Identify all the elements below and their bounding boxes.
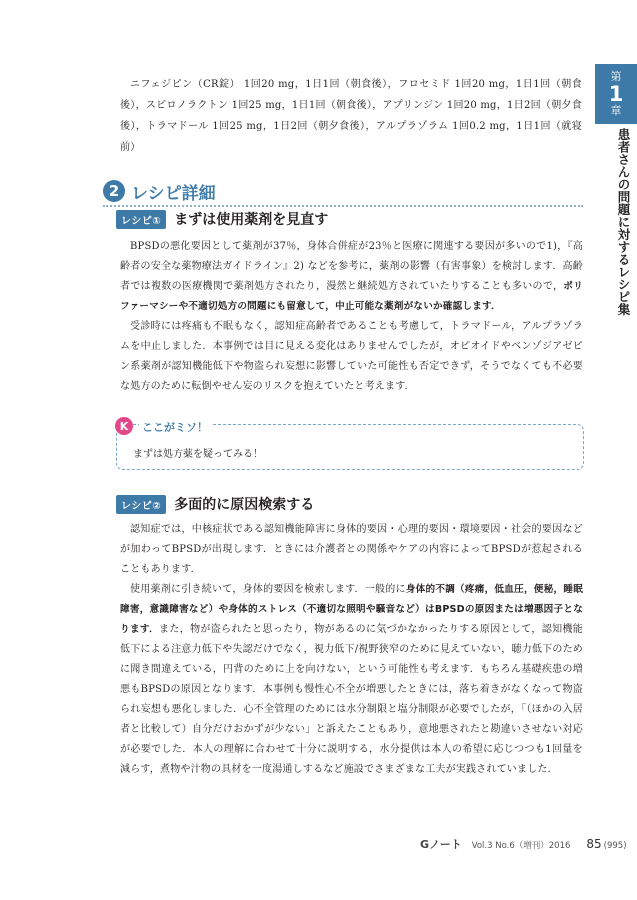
recipe2-paragraph-1: 認知症では，中核症状である認知機能障害に身体的要因・心理的要因・環境要因・社会的要因などが加わってBPSDが出現します．ときには介護者との関係やケアの内容によってBPSDが惹起されることもあります．	[120, 524, 583, 575]
recipe1-body	[120, 237, 583, 397]
intro-paragraph	[120, 74, 582, 158]
recipe1-badge: レシピ①	[116, 210, 166, 229]
tip-label: ここがミソ！	[139, 419, 211, 435]
recipe2-p2-text-b: また，物が盗られたと思ったり，物があるのに気づかなかったりする原因として，認知機能低下による注意力低下や失認だけでなく，視力低下/視野狭窄のために見えていない，聴力低下のために聞き間違えている，円背のために上を向けない，という可能性も考えます．もちろん基礎疾患の増悪もBPSDの原因となります．本事例も慢性心不全が増悪したときには，落ち着きがなくなって物盗られ妄想も悪化しました．心不全管理のためには水分制限と塩分制限が必要でしたが，「（ほかの入居者と比較して）自分だけおかずが少ない」と訴えたこともあり，意地悪されたと勘違いさせない対応が必要でした．本人の理解に合わせて十分に説明する，水分提供は本人の希望に応じつつも1回量を減らす，煮物や汁物の具材を一度湯通しするなど施設でさまざまな工夫が実践されていました．	[120, 624, 583, 775]
serial-page-number: (995)	[603, 841, 627, 851]
recipe2-heading	[116, 494, 314, 514]
tip-icon: K	[115, 417, 133, 435]
section-title: レシピ詳細	[131, 183, 216, 204]
recipe2-p2-text-a: 使用薬剤に引き続いて，身体的要因を検索します．一般的に	[130, 584, 406, 595]
recipe1-p1-emphasis: ポリファーマシーや不適切処方の問題にも留意して，中止可能な薬剤がないか確認します．	[120, 281, 583, 312]
recipe2-paragraph-2	[120, 580, 583, 780]
page-number: 85	[586, 837, 602, 851]
chapter-tab-number: 1	[608, 82, 624, 106]
chapter-title: 患者さんの問題に対するレシピ集	[616, 128, 631, 316]
tip-text: まずは処方薬を疑ってみる！	[133, 449, 263, 460]
section-heading	[103, 178, 216, 204]
recipe2-body	[120, 520, 583, 780]
recipe1-paragraph-1	[120, 237, 583, 317]
tip-box	[116, 419, 584, 470]
recipe1-p1-text: BPSDの悪化要因として薬剤が37％，身体合併症が23％と医療に関連する要因が多いので1)，『高齢者の安全な薬物療法ガイドライン』2) などを参考に，薬剤の影響（有害事象）を検討します．高齢者では複数の医療機関で薬剤処方されたり，漫然と継続処方されていたりすることも多いので，	[120, 241, 583, 292]
recipe1-title: まずは使用薬剤を見直す	[174, 212, 329, 228]
intro-text: ニフェジピン（CR錠） 1回20 mg，1日1回（朝食後），フロセミド 1回20 mg，1日1回（朝食後），スピロノラクトン 1回25 mg，1日1回（朝食後），アプリンジン 1回20 mg，1日2回（朝夕食後），トラマドール 1回25 mg，1日2回（朝夕食後），アルプラゾラム 1回0.2 mg，1日1回（就寝前）	[120, 79, 582, 153]
section-divider	[103, 205, 583, 207]
recipe1-heading	[116, 209, 328, 229]
section-number-badge: 2	[103, 180, 125, 202]
chapter-tab	[595, 64, 637, 124]
recipe2-title: 多面的に原因検索する	[174, 497, 315, 513]
issue-info: Vol.3 No.6（増刊）2016	[471, 841, 571, 851]
recipe2-p2-emphasis: 身体的不調（疼痛，低血圧，便秘，睡眠障害，意識障害など）や身体的ストレス（不適切な照明や騒音など）はBPSDの原因または増悪因子となります．	[120, 584, 583, 635]
magazine-name: Gノート	[420, 838, 462, 851]
chapter-tab-prefix: 第	[610, 70, 622, 83]
chapter-tab-suffix: 章	[610, 104, 622, 117]
recipe1-paragraph-2: 受診時には疼痛も不眠もなく，認知症高齢者であることも考慮して，トラマドール，アルプラゾラムを中止しました．本事例では目に見える変化はありませんでしたが，オピオイドやベンゾジアゼピン系薬剤が認知機能低下や物盗られ妄想に影響していた可能性も否定できず，そうでなくても不必要な処方のために転倒やせん妄のリスクを抱えていたと考えます．	[120, 321, 583, 392]
page-footer	[420, 836, 627, 856]
recipe2-badge: レシピ②	[116, 495, 166, 514]
